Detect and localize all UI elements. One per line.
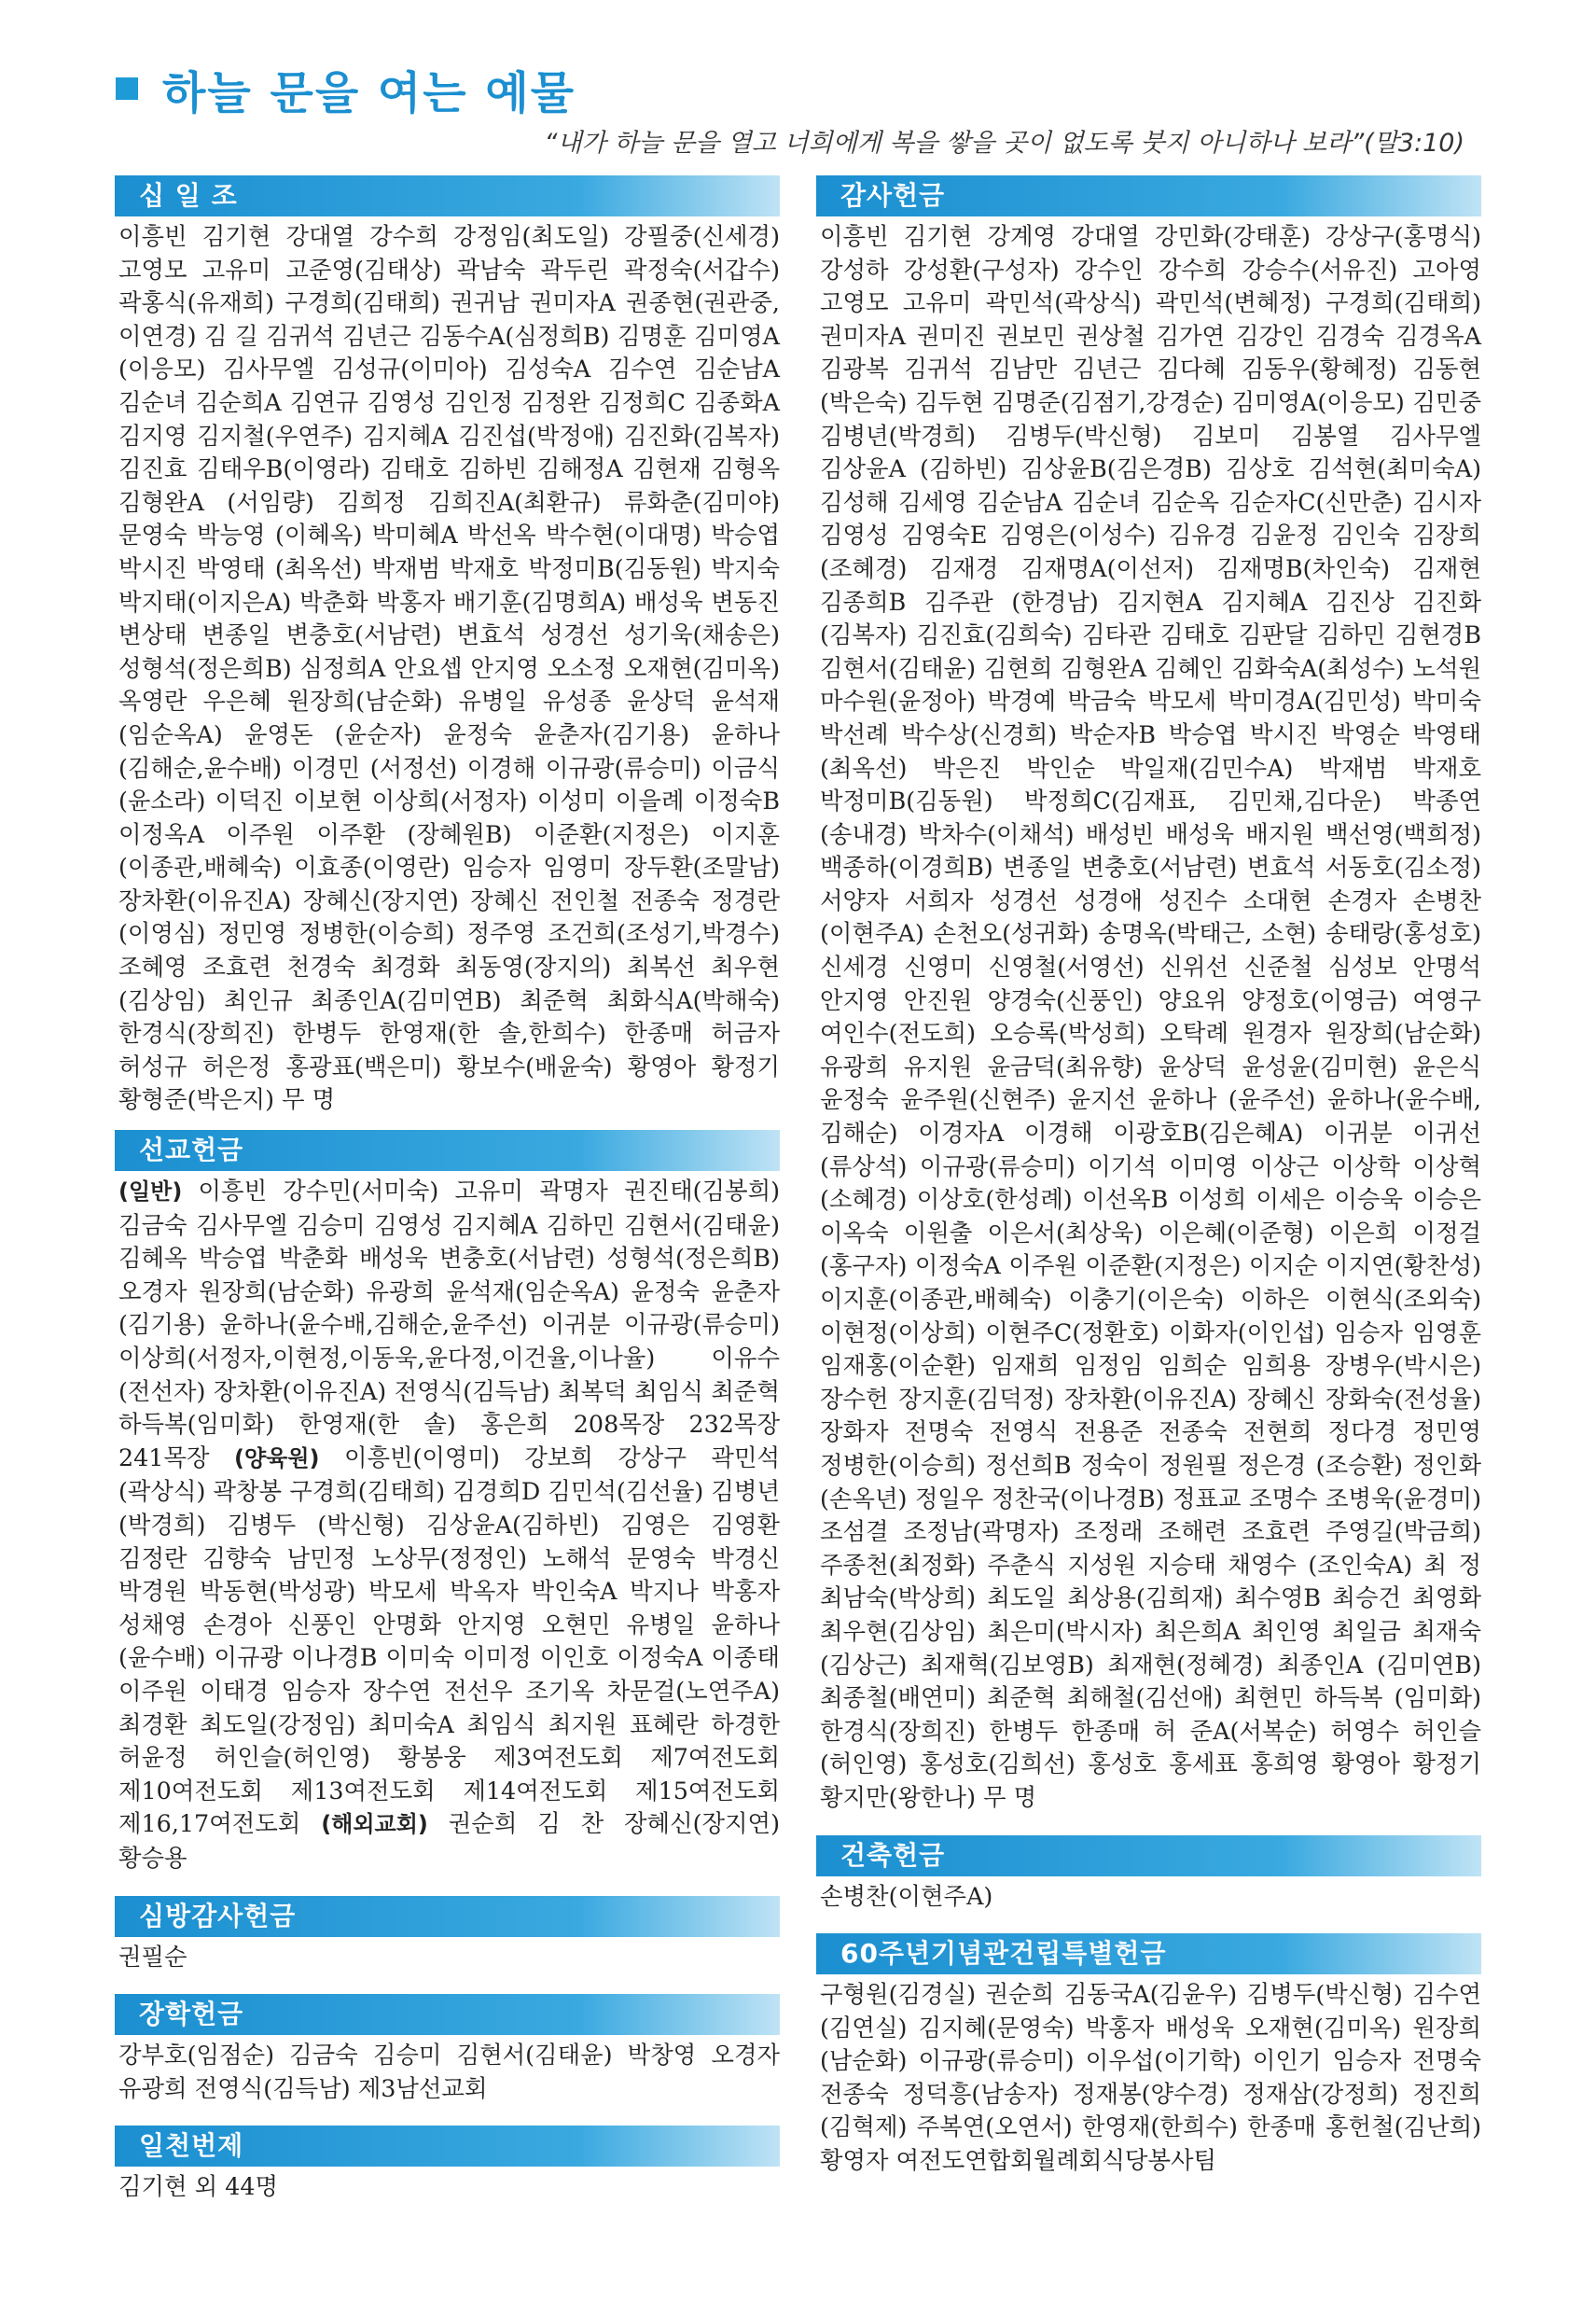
- right-column: [816, 175, 1481, 2178]
- thanks-title: 감사헌금: [816, 175, 1481, 216]
- anniversary-section: [816, 1933, 1481, 2178]
- mission-list: [115, 1171, 780, 1875]
- scholarship-list: 강부호(임점순) 김금숙 김승미 김현서(김태윤) 박창영 오경자 유광희 전영식(김득남) 제3남선교회: [118, 2041, 780, 2102]
- left-column: [115, 175, 780, 2204]
- mission-overseas-list: 권순희 김 찬 장혜신(장지연) 황승용: [118, 1809, 780, 1872]
- first-fruit-list: 김기현 외 44명: [118, 2172, 279, 2201]
- mission-title: 선교헌금: [115, 1130, 780, 1171]
- first-fruit-title: 일천번제: [115, 2126, 780, 2167]
- thanks-section: [816, 175, 1481, 1815]
- tithe-list: 이흥빈 김기현 강대열 강수희 강정임(최도일) 강필중(신세경) 고영모 고유미 고준영(김태상) 곽남숙 곽두린 곽정숙(서갑수) 곽홍식(유재희) 구경희(김태희) 권귀남 권미자A 권종현(권관중, 이연경) 김 길 김귀석 김년근 김동수A(심정희B) 김명훈 김미영A (이응모) 김사무엘 김성규(이미아) 김성숙A 김수연 김순남A 김순녀 김순희A 김연규 김영성 김인정 김정완 김정희C 김종화A 김지영 김지철(우연주) 김지혜A 김진섭(박정애) 김진화(김복자) 김진효 김태우B(이영라) 김태호 김하빈 김해정A 김현재 김형옥 김형완A (서임량) 김희정 김희진A(최환규) 류화춘(김미야) 문영숙 박능영 (이혜옥) 박미혜A 박선옥 박수현(이대명) 박승엽 박시진 박영태 (최옥선) 박재범 박재호 박정미B(김동원) 박지숙 박지태(이지은A) 박춘화 박홍자 배기훈(김명희A) 배성욱 변동진 변상태 변종일 변충호(서남련) 변효석 성경선 성기욱(채송은) 성형석(정은희B) 심정희A 안요셉 안지영 오소정 오재현(김미옥) 옥영란 우은혜 원장희(남순화) 유병일 유성종 윤상덕 윤석재(임순옥A) 윤영돈 (윤순자) 윤정숙 윤춘자(김기용) 윤하나(김해순,윤수배) 이경민 (서정선) 이경해 이규광(류승미) 이금식(윤소라) 이덕진 이보현 이상희(서정자) 이성미 이을례 이정숙B 이정옥A 이주원 이주환 (장혜원B) 이준환(지정은) 이지훈(이종관,배혜숙) 이효종(이영란) 임승자 임영미 장두환(조말남) 장차환(이유진A) 장혜신(장지연) 장혜신 전인철 전종숙 정경란(이영심) 정민영 정병한(이승희) 정주영 조건희(조성기,박경수) 조혜영 조효련 천경숙 최경화 최동영(장지의) 최복선 최우현(김상임) 최인규 최종인A(김미연B) 최준혁 최화식A(박해숙) 한경식(장희진) 한병두 한영재(한 솔,한희수) 한종매 허금자 허성규 허은정 홍광표(백은미) 황보수(배윤숙) 황영아 황정기 황형준(박은지) 무 명: [118, 222, 780, 1114]
- building-title: 건축헌금: [816, 1835, 1481, 1876]
- thanks-list: 이흥빈 김기현 강계영 강대열 강민화(강태훈) 강상구(홍명식) 강성하 강성환(구성자) 강수인 강수희 강승수(서유진) 고아영 고영모 고유미 곽민석(곽상식) 곽민석(변혜정) 구경희(김태희) 권미자A 권미진 권보민 권상철 김가연 김강인 김경숙 김경옥A 김광복 김귀석 김남만 김년근 김다혜 김동우(황혜정) 김동현 (박은숙) 김두현 김명준(김점기,강경순) 김미영A(이응모) 김민중 김병년(박경희) 김병두(박신형) 김보미 김봉열 김사무엘 김상윤A (김하빈) 김상윤B(김은경B) 김상호 김석현(최미숙A) 김성해 김세영 김순남A 김순녀 김순옥 김순자C(신만춘) 김시자 김영성 김영숙E 김영은(이성수) 김유경 김윤정 김인숙 김장희(조혜경) 김재경 김재명A(이선저) 김재명B(차인숙) 김재현 김종희B 김주관 (한경남) 김지현A 김지혜A 김진상 김진화(김복자) 김진효(김희숙) 김타관 김태호 김판달 김하민 김현경B 김현서(김태윤) 김현희 김형완A 김혜인 김화숙A(최성수) 노석원 마수원(윤정아) 박경예 박금숙 박모세 박미경A(김민성) 박미숙 박선례 박수상(신경희) 박순자B 박승엽 박시진 박영순 박영태(최옥선) 박은진 박인순 박일재(김민수A) 박재범 박재호 박정미B(김동원) 박정희C(김재표, 김민채,김다운) 박종연(송내경) 박차수(이채석) 배성빈 배성욱 배지원 백선영(백희정) 백종하(이경희B) 변종일 변충호(서남련) 변효석 서동호(김소정) 서양자 서희자 성경선 성경애 성진수 소대현 손경자 손병찬(이현주A) 손천오(성귀화) 송명옥(박태근, 소현) 송태랑(홍성호) 신세경 신영미 신영철(서영선) 신위선 신준철 심성보 안명석 안지영 안진원 양경숙(신풍인) 양요위 양정호(이영금) 여영구 여인수(전도희) 오승록(박성희) 오탁례 원경자 원장희(남순화) 유광희 유지원 윤금덕(최유향) 윤상덕 윤성윤(김미현) 윤은식 윤정숙 윤주원(신현주) 윤지선 윤하나 (윤주선) 윤하나(윤수배,김해순) 이경자A 이경해 이광호B(김은혜A) 이귀분 이귀선(류상석) 이규광(류승미) 이기석 이미영 이상근 이상학 이상혁(소혜경) 이상호(한성례) 이선옥B 이성희 이세은 이승욱 이승은 이옥숙 이원출 이은서(최상욱) 이은혜(이준형) 이은희 이정걸(홍구자) 이정숙A 이주원 이준환(지정은) 이지순 이지연(황찬성) 이지훈(이종관,배혜숙) 이충기(이은숙) 이하은 이현식(조외숙) 이현정(이상희) 이현주C(정환호) 이화자(이인섭) 임승자 임영훈 임재홍(이순환) 임재희 임정임 임희순 임희용 장병우(박시은) 장수헌 장지훈(김덕정) 장차환(이유진A) 장혜신 장화숙(전성율) 장화자 전명숙 전영식 전용준 전종숙 전현희 정다경 정민영 정병한(이승희) 정선희B 정숙이 정원필 정은경 (조승환) 정인화(손옥년) 정일우 정찬국(이나경B) 정표교 조명수 조병욱(윤경미) 조섬결 조정남(곽명자) 조정래 조해련 조효련 주영길(박금희) 주종천(최정화) 주춘식 지성원 지승태 채영수 (조인숙A) 최 정 최남숙(박상희) 최도일 최상용(김희재) 최수영B 최승건 최영화 최우현(김상임) 최은미(박시자) 최은희A 최인영 최일금 최재숙(김상근) 최재혁(김보영B) 최재현(정혜경) 최종인A (김미연B) 최종철(배연미) 최준혁 최해철(김선애) 최현민 하득복 (임미화) 한경식(장희진) 한병두 한종매 허 준A(서복순) 허영수 허인슬(허인영) 홍성호(김희선) 홍성호 홍세표 홍희영 황영아 황정기 황지만(왕한나) 무 명: [820, 222, 1481, 1811]
- anniversary-list: 구형원(김경실) 권순희 김동국A(김윤우) 김병두(박신형) 김수연 (김연실) 김지혜(문영숙) 박홍자 배성욱 오재현(김미옥) 원장희 (남순화) 이규광(류승미) 이우섭(이기학) 이인기 임승자 전명숙 전종숙 정덕흥(남송자) 정재봉(양수경) 정재삼(강정희) 정진희 (김혁제) 주복연(오연서) 한영재(한희수) 한종매 홍헌철(김난희) 황영자 여전도연합회월례회식당봉사팀: [820, 1980, 1481, 2175]
- visit-section: [115, 1896, 780, 1974]
- page-title: 하늘 문을 여는 예물: [162, 66, 576, 119]
- building-list: 손병찬(이현주A): [820, 1881, 993, 1910]
- mission-nurture-tag: (양육원): [233, 1444, 320, 1471]
- page-header: [112, 51, 1492, 163]
- mission-general-tag: (일반): [118, 1178, 183, 1206]
- visit-list: 권필순: [118, 1942, 187, 1971]
- building-section: [816, 1835, 1481, 1914]
- mission-section: [115, 1130, 780, 1875]
- scholarship-section: [115, 1994, 780, 2105]
- title-bullet-icon: [116, 77, 138, 100]
- first-fruit-section: [115, 2126, 780, 2204]
- title-row: [112, 51, 1492, 126]
- tithe-section: [115, 175, 780, 1117]
- anniversary-title: 60주년기념관건립특별헌금: [816, 1933, 1481, 1974]
- mission-general-list: 이흥빈 강수민(서미숙) 고유미 곽명자 권진태(김봉희) 김금숙 김사무엘 김승미 김영성 김지혜A 김하민 김현서(김태윤) 김혜옥 박승엽 박춘화 배성욱 변충호(서남련) 성형석(정은희B) 오경자 원장희(남순화) 유광희 윤석재(임순옥A) 윤정숙 윤춘자 (김기용) 윤하나(윤수배,김해순,윤주선) 이귀분 이규광(류승미) 이상희(서정자,이현정,이동욱,윤다정,이건율,이나율) 이유수 (전선자) 장차환(이유진A) 전영식(김득남) 최복덕 최임식 최준혁 하득복(임미화) 한영재(한 솔) 홍은희 208목장 232목장 241목장: [118, 1177, 780, 1471]
- bible-verse: “내가 하늘 문을 열고 너희에게 복을 쌓을 곳이 없도록 붓지 아니하나 보라”(말3:10): [544, 129, 1464, 158]
- scholarship-title: 장학헌금: [115, 1994, 780, 2035]
- mission-overseas-tag: (해외교회): [321, 1811, 428, 1838]
- visit-title: 심방감사헌금: [115, 1896, 780, 1937]
- tithe-title: 십 일 조: [115, 175, 780, 216]
- mission-nurture-list: 이흥빈(이영미) 강보희 강상구 곽민석(곽상식) 곽창봉 구경희(김태희) 김경희D 김민석(김선율) 김병년(박경희) 김병두 (박신형) 김상윤A(김하빈) 김영은 김영환 김정란 김향숙 남민정 노상무(정정인) 노해석 문영숙 박경신 박경원 박동현(박성광) 박모세 박옥자 박인숙A 박지나 박홍자 성채영 손경아 신풍인 안명화 안지영 오현민 유병일 윤하나(윤수배) 이규광 이나경B 이미숙 이미정 이인호 이정숙A 이종태 이주원 이태경 임승자 장수연 전선우 조기옥 차문걸(노연주A) 최경환 최도일(강정임) 최미숙A 최임식 최지원 표혜란 하경한 허윤정 허인슬(허인영) 황봉웅 제3여전도회 제7여전도회 제10여전도회 제13여전도회 제14여전도회 제15여전도회 제16,17여전도회: [118, 1443, 780, 1838]
